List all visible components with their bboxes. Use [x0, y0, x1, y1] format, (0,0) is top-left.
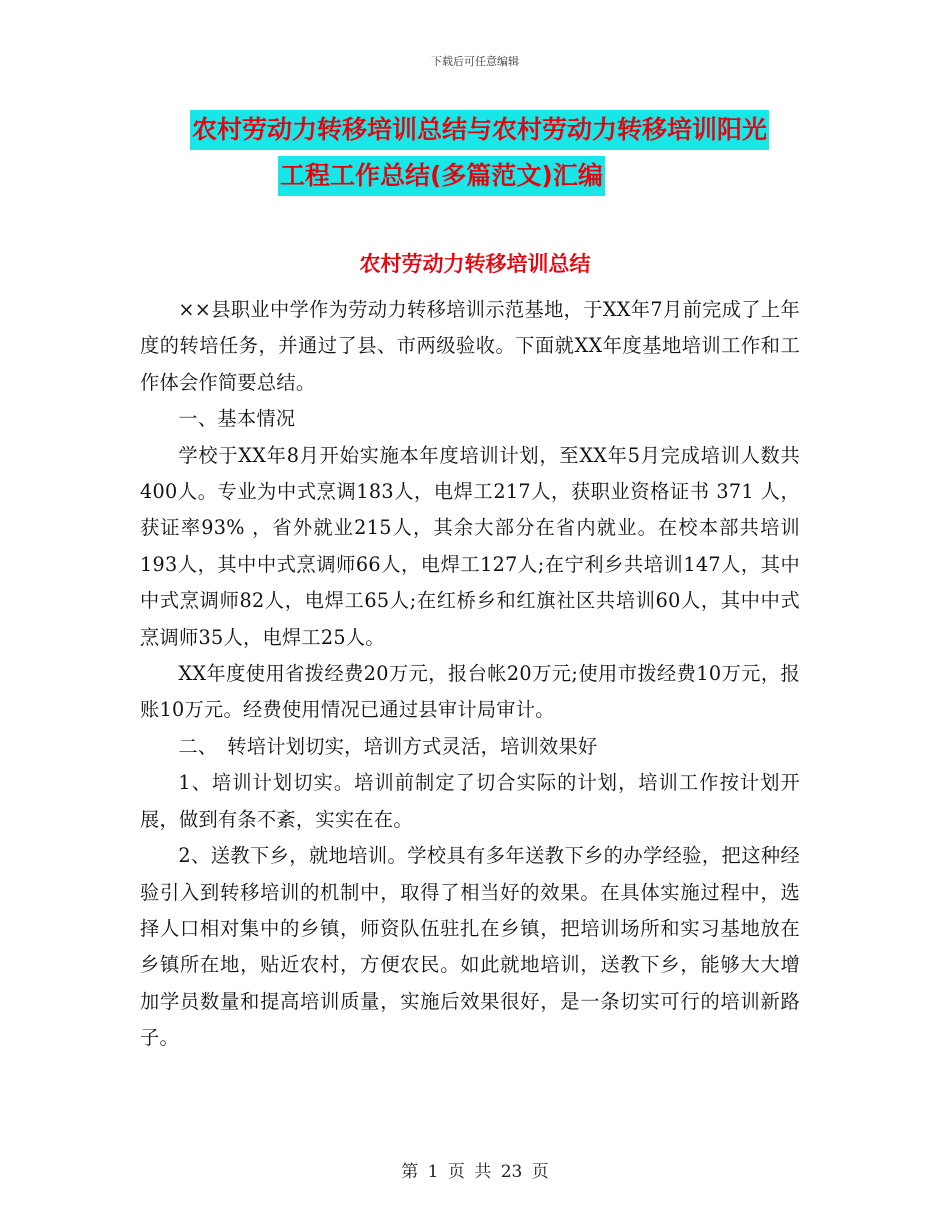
paragraph-plan-item-1: 1、培训计划切实。培训前制定了切合实际的计划，培训工作按计划开展，做到有条不紊，实实在在。 — [140, 771, 800, 831]
paragraph-training-stats: 学校于XX年8月开始实施本年度培训计划，至XX年5月完成培训人数共400人。专业为中式烹调183人，电焊工217人，获职业资格证书 371 人，获证率93% ，省外就业215人，其余大部分在省内就业。在校本部共培训193人，其中中式烹调师66人，电焊工127人;在宁利乡共培训147人，其中中式烹调师82人，电焊工65人;在红桥乡和红旗社区共培训60人，其中中式烹调师35人，电焊工25人。 — [140, 443, 800, 649]
document-title-line-2: 工程工作总结(多篇范文)汇编 — [278, 156, 605, 196]
document-body — [140, 292, 800, 1057]
heading-training-plan: 二、 转培计划切实，培训方式灵活，培训效果好 — [178, 734, 598, 758]
section-title: 农村劳动力转移培训总结 — [359, 252, 591, 276]
document-title-line-1: 农村劳动力转移培训总结与农村劳动力转移培训阳光 — [190, 110, 769, 150]
paragraph-plan-item-2: 2、送教下乡，就地培训。学校具有多年送教下乡的办学经验，把这种经验引入到转移培训的机制中，取得了相当好的效果。在具体实施过程中，选择人口相对集中的乡镇，师资队伍驻扎在乡镇，把培训场所和实习基地放在乡镇所在地，贴近农村，方便农民。如此就地培训，送教下乡，能够大大增加学员数量和提高培训质量，实施后效果很好，是一条切实可行的培训新路子。 — [140, 844, 800, 1050]
heading-basic-situation: 一、基本情况 — [178, 407, 296, 431]
paragraph-intro: ××县职业中学作为劳动力转移培训示范基地，于XX年7月前完成了上年度的转培任务，并通过了县、市两级验收。下面就XX年度基地培训工作和工作体会作简要总结。 — [140, 298, 800, 394]
page-header-note: 下载后可任意编辑 — [431, 55, 519, 68]
paragraph-funding: XX年度使用省拨经费20万元，报台帐20万元;使用市拨经费10万元，报账10万元。经费使用情况已通过县审计局审计。 — [140, 662, 800, 722]
page-number-footer: 第 1 页 共 23 页 — [401, 1162, 549, 1182]
